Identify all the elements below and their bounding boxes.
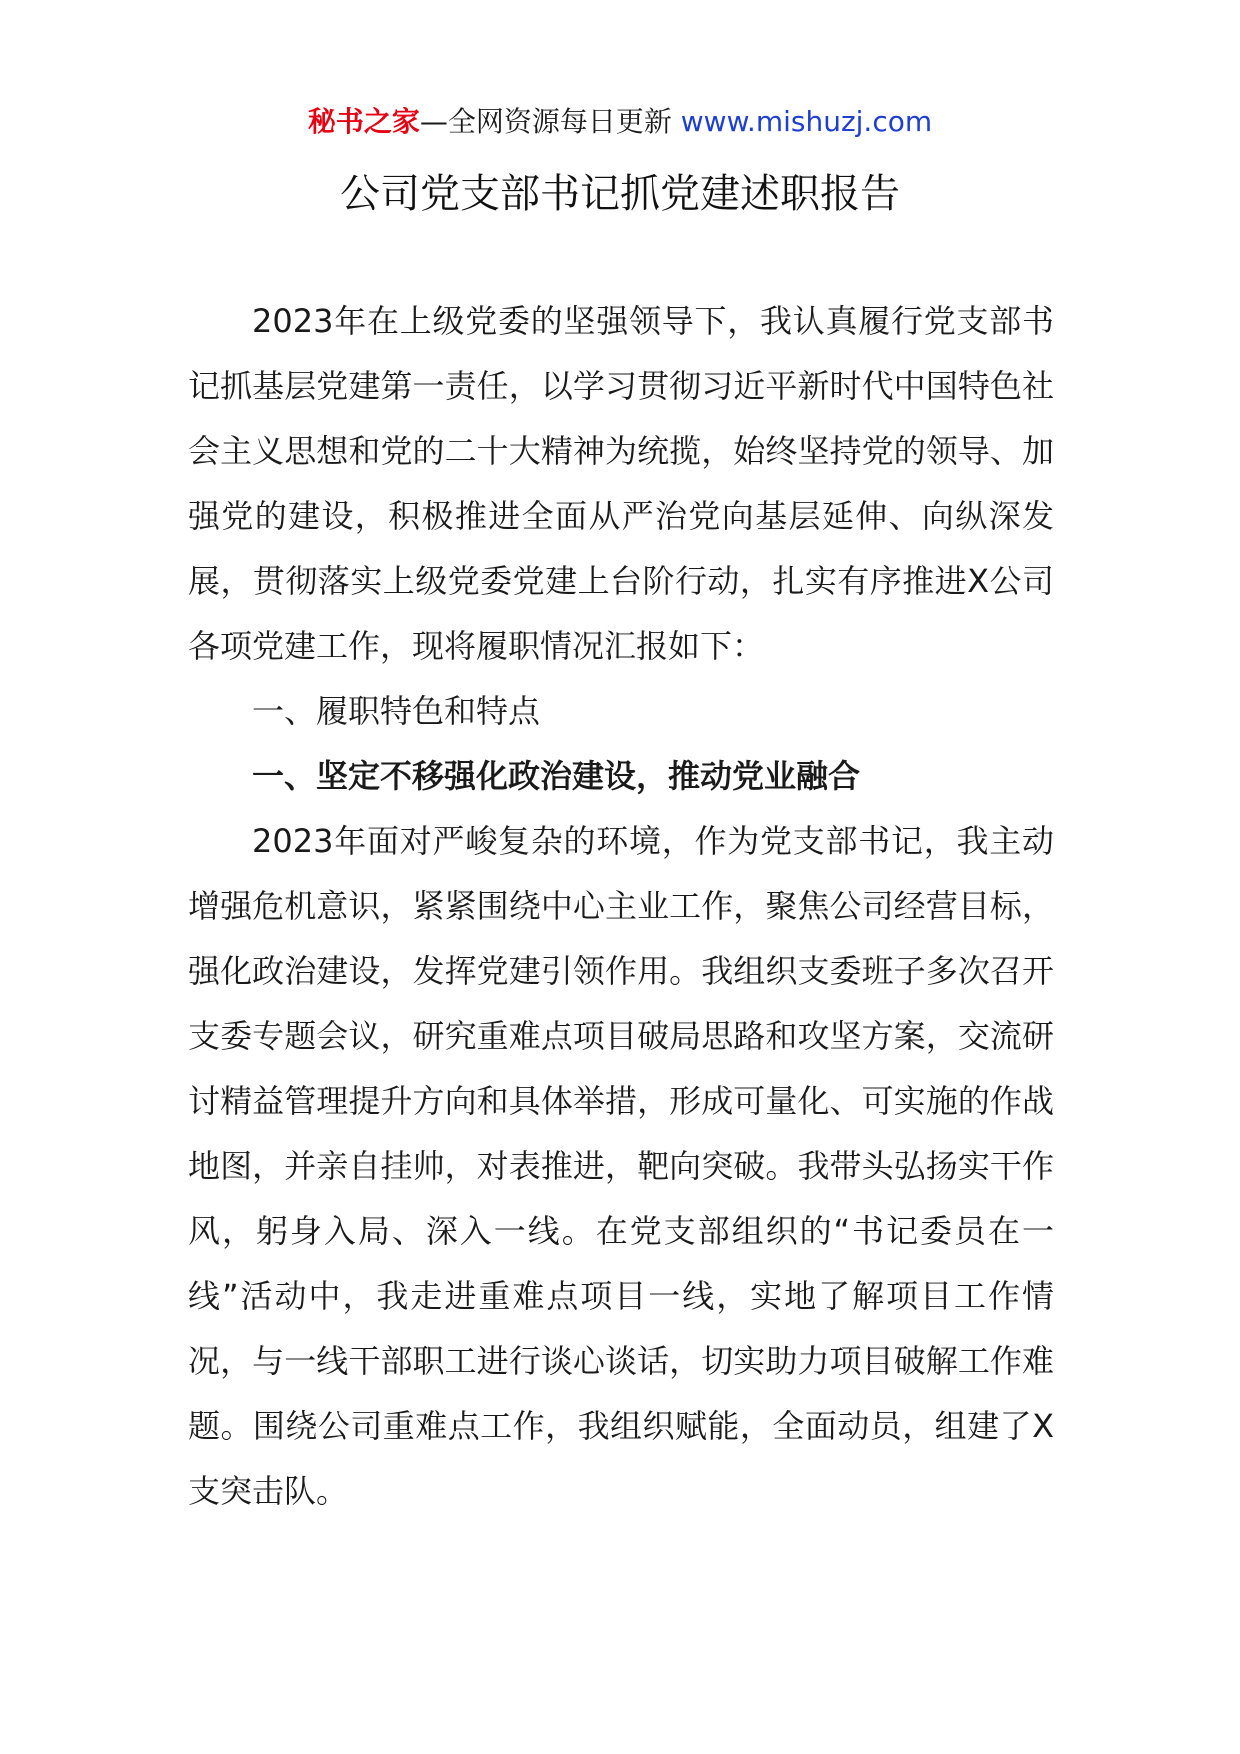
intro-paragraph: 2023年在上级党委的坚强领导下，我认真履行党支部书记抓基层党建第一责任，以学习贯彻习近平新时代中国特色社会主义思想和党的二十大精神为统揽，始终坚持党的领导、加强党的建设，积极推进全面从严治党向基层延伸、向纵深发展，贯彻落实上级党委党建上台阶行动，扎实有序推进X公司各项党建工作，现将履职情况汇报如下： [188, 302, 1054, 665]
banner-tagline: —全网资源每日更新 [419, 105, 681, 138]
brand-name: 秘书之家 [307, 105, 420, 138]
site-banner [0, 102, 1240, 142]
subsection-heading: 一、坚定不移强化政治建设，推动党业融合 [252, 757, 861, 795]
document-title: 公司党支部书记抓党建述职报告 [340, 171, 900, 217]
site-url-link[interactable]: www.mishuzj.com [680, 105, 933, 138]
section-heading: 一、履职特色和特点 [252, 692, 541, 730]
section-paragraph: 2023年面对严峻复杂的环境，作为党支部书记，我主动增强危机意识，紧紧围绕中心主业工作，聚焦公司经营目标，强化政治建设，发挥党建引领作用。我组织支委班子多次召开支委专题会议，研究重难点项目破局思路和攻坚方案，交流研讨精益管理提升方向和具体举措，形成可量化、可实施的作战地图，并亲自挂帅，对表推进，靶向突破。我带头弘扬实干作风，躬身入局、深入一线。在党支部组织的“书记委员在一线”活动中，我走进重难点项目一线，实地了解项目工作情况，与一线干部职工进行谈心谈话，切实助力项目破解工作难题。围绕公司重难点工作，我组织赋能，全面动员，组建了X支突击队。 [188, 822, 1054, 1510]
document-body [188, 289, 1054, 1524]
